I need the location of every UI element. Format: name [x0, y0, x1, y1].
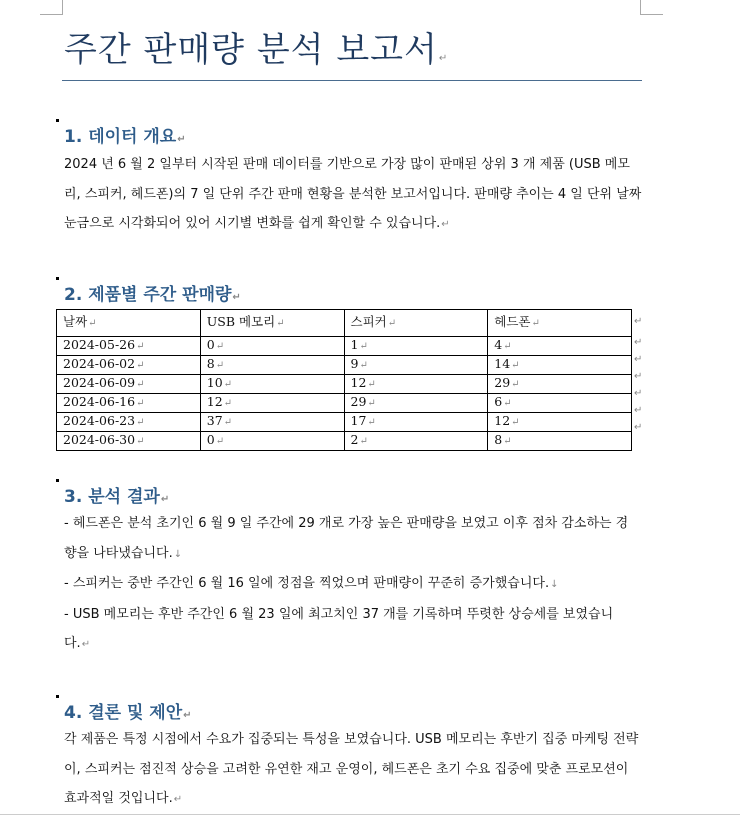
table-cell[interactable]: 29↵: [488, 375, 632, 394]
row-end-mark: ↵: [634, 388, 643, 399]
table-cell[interactable]: 4↵: [488, 337, 632, 356]
table-cell[interactable]: 6↵: [488, 394, 632, 413]
table-row: [57, 394, 632, 413]
table-header-cell[interactable]: 스피커↵: [344, 310, 488, 337]
section-heading-weekly-sales[interactable]: 2. 제품별 주간 판매량↵: [64, 280, 241, 305]
table-cell[interactable]: 12↵: [488, 413, 632, 432]
weekly-sales-table: [56, 309, 632, 451]
analysis-item-usb[interactable]: - USB 메모리는 후반 주간인 6 월 23 일에 최고치인 37 개를 기록하며 뚜렷한 상승세를 보였습니다.↵: [64, 606, 614, 651]
page-bottom-edge: [0, 814, 740, 815]
row-end-mark: ↵: [634, 405, 643, 416]
table-cell[interactable]: 2024-06-23↵: [57, 413, 201, 432]
table-cell[interactable]: 2024-06-30↵: [57, 432, 201, 451]
analysis-item-speaker[interactable]: - 스피커는 중반 주간인 6 월 16 일에 정점을 찍었으며 판매량이 꾸준히 증가했습니다.↓: [64, 576, 559, 591]
table-header-row: [57, 310, 632, 337]
section-heading-overview[interactable]: 1. 데이터 개요↵: [64, 122, 186, 147]
table-cell[interactable]: 12↵: [200, 394, 344, 413]
table-cell[interactable]: 0↵: [200, 432, 344, 451]
table-cell[interactable]: 17↵: [344, 413, 488, 432]
crop-mark-top-right: [640, 0, 663, 15]
table-header-cell[interactable]: 날짜↵: [57, 310, 201, 337]
section-paragraph-conclusion[interactable]: 각 제품은 특정 시점에서 수요가 집중되는 특성을 보였습니다. USB 메모리는 후반기 집중 마케팅 전략이, 스피커는 점진적 상승을 고려한 유연한 재고 운영이, 헤드폰은 초기 수요 집중에 맞춘 프로모션이 효과적일 것입니다.↵: [64, 732, 639, 806]
table-row: [57, 375, 632, 394]
table-row: [57, 413, 632, 432]
table-cell[interactable]: 2024-06-09↵: [57, 375, 201, 394]
table-cell[interactable]: 9↵: [344, 356, 488, 375]
table-header-cell[interactable]: 헤드폰↵: [488, 310, 632, 337]
row-end-mark: ↵: [634, 354, 643, 365]
table-cell[interactable]: 2024-06-02↵: [57, 356, 201, 375]
table-header-cell[interactable]: USB 메모리↵: [200, 310, 344, 337]
table-cell[interactable]: 37↵: [200, 413, 344, 432]
row-end-mark: ↵: [634, 371, 643, 382]
table-cell[interactable]: 12↵: [344, 375, 488, 394]
table-row: [57, 432, 632, 451]
section-paragraph-overview[interactable]: 2024 년 6 월 2 일부터 시작된 판매 데이터를 기반으로 가장 많이 판매된 상위 3 개 제품 (USB 메모리, 스피커, 헤드폰)의 7 일 단위 주간 판매 현황을 분석한 보고서입니다. 판매량 추이는 4 일 단위 날짜 눈금으로 시각화되어 있어 시기별 변화를 쉽게 확인할 수 있습니다.↵: [64, 157, 642, 231]
table-cell[interactable]: 2↵: [344, 432, 488, 451]
title-underline: [62, 80, 642, 81]
section-heading-conclusion[interactable]: 4. 결론 및 제안↵: [64, 698, 192, 723]
table-cell[interactable]: 2024-06-16↵: [57, 394, 201, 413]
table-cell[interactable]: 2024-05-26↵: [57, 337, 201, 356]
table-cell[interactable]: 14↵: [488, 356, 632, 375]
row-end-marks: [634, 309, 646, 436]
section-paragraph-analysis[interactable]: [64, 509, 634, 660]
row-end-mark: ↵: [634, 316, 643, 327]
table-cell[interactable]: 8↵: [488, 432, 632, 451]
section-heading-analysis[interactable]: 3. 분석 결과↵: [64, 482, 169, 507]
table-cell[interactable]: 29↵: [344, 394, 488, 413]
row-end-mark: ↵: [634, 337, 643, 348]
analysis-item-headphone[interactable]: - 헤드폰은 분석 초기인 6 월 9 일 주간에 29 개로 가장 높은 판매량을 보였고 이후 점차 감소하는 경향을 나타냈습니다.↓: [64, 516, 629, 561]
document-title[interactable]: 주간 판매량 분석 보고서↵: [64, 30, 449, 70]
table-row: [57, 356, 632, 375]
row-end-mark: ↵: [634, 422, 643, 433]
crop-mark-top-left: [40, 0, 63, 15]
table-cell[interactable]: 8↵: [200, 356, 344, 375]
table-row: [57, 337, 632, 356]
table-cell[interactable]: 10↵: [200, 375, 344, 394]
table-cell[interactable]: 1↵: [344, 337, 488, 356]
table-cell[interactable]: 0↵: [200, 337, 344, 356]
